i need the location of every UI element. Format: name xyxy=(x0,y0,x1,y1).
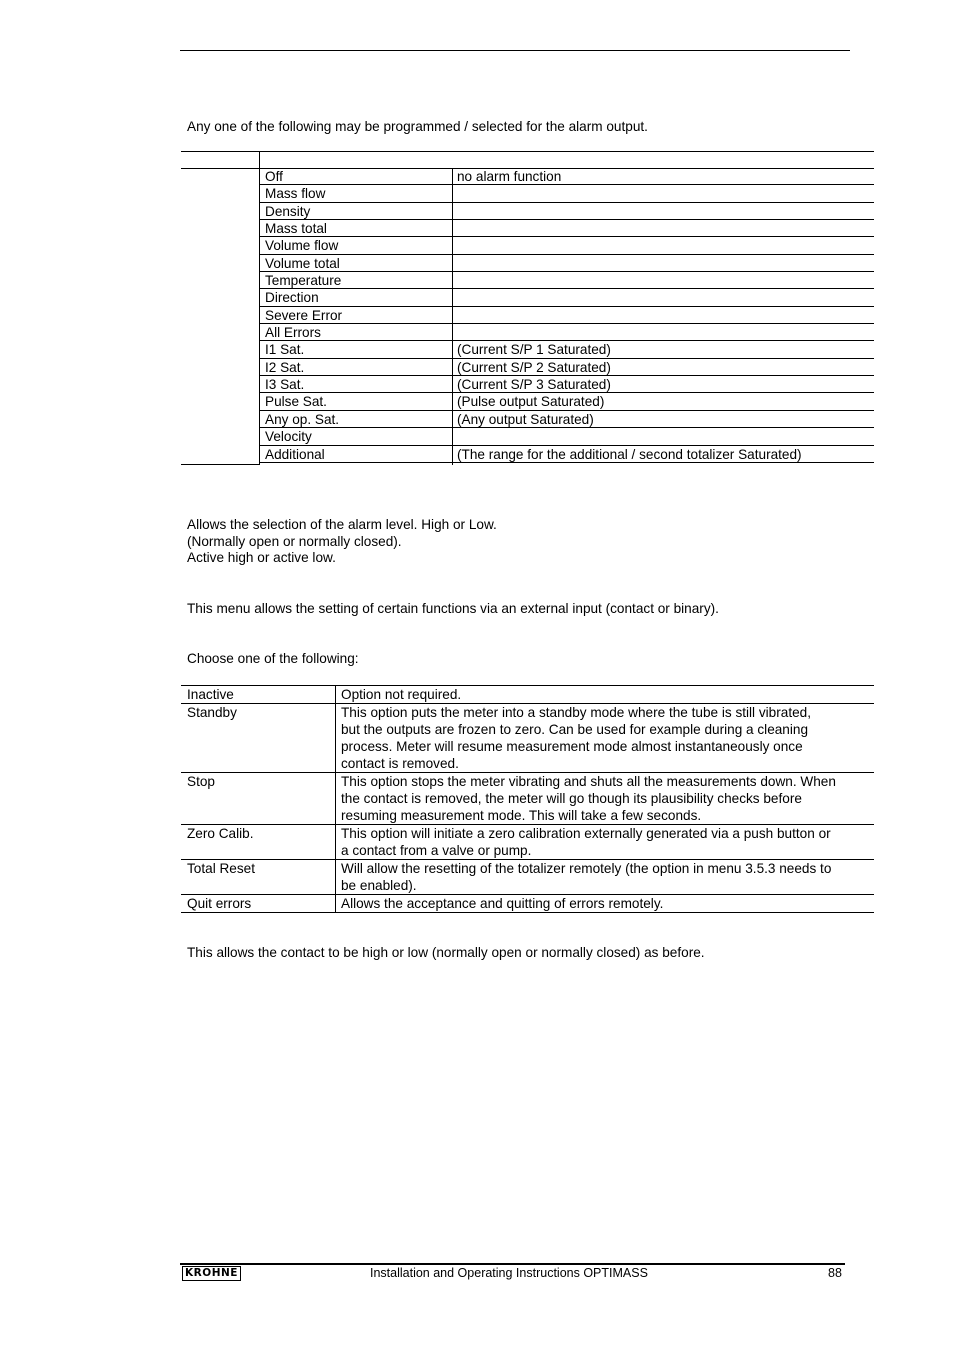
alarm-option-name: Mass flow xyxy=(265,186,326,202)
alarm-option-name: Density xyxy=(265,203,311,219)
alarm-option-name: I2 Sat. xyxy=(265,359,305,375)
alarm-option-name: I3 Sat. xyxy=(265,377,305,393)
description-line: This option will initiate a zero calibration externally generated via a push button or xyxy=(341,826,831,841)
table-row xyxy=(181,825,874,860)
alarm-option-name: All Errors xyxy=(265,325,321,341)
alarm-option-description: no alarm function xyxy=(457,169,562,184)
input-function-description xyxy=(341,704,871,772)
alarm-option-description: (Current S/P 2 Saturated) xyxy=(457,359,611,375)
alarm-option-description: (The range for the additional / second totalizer Saturated) xyxy=(457,446,802,462)
input-function-name: Stop xyxy=(187,774,215,789)
input-function-name: Inactive xyxy=(187,687,234,702)
input-function-description xyxy=(341,860,871,894)
table-row xyxy=(260,411,874,428)
alarm-option-name: Any op. Sat. xyxy=(265,411,340,427)
description-line: contact is removed. xyxy=(341,756,459,771)
header-rule xyxy=(180,50,850,51)
table-top-rule xyxy=(181,151,874,152)
column-divider xyxy=(335,773,336,824)
alarm-option-description: (Current S/P 1 Saturated) xyxy=(457,342,611,358)
alarm-option-description: (Pulse output Saturated) xyxy=(457,394,605,410)
alarm-option-name: Pulse Sat. xyxy=(265,394,327,410)
table-row xyxy=(181,686,874,704)
contact-level-text: This allows the contact to be high or low (normally open or normally closed) as before. xyxy=(187,945,705,960)
footer-title: Installation and Operating Instructions OPTIMASS xyxy=(370,1266,648,1280)
table-row xyxy=(260,220,874,237)
alarm-rows xyxy=(260,168,874,463)
table-row xyxy=(260,324,874,341)
column-divider xyxy=(335,686,336,703)
page-number: 88 xyxy=(828,1266,842,1280)
table-row xyxy=(260,428,874,445)
input-function-description xyxy=(341,825,871,859)
alarm-option-name: Severe Error xyxy=(265,307,343,323)
description-line: This option puts the meter into a standby mode where the tube is still vibrated, xyxy=(341,705,811,720)
input-function-name: Zero Calib. xyxy=(187,826,254,841)
choose-text: Choose one of the following: xyxy=(187,651,359,666)
table-row xyxy=(260,168,874,185)
alarm-options-table xyxy=(181,151,874,465)
description-line: Option not required. xyxy=(341,687,462,702)
alarm-option-name: Additional xyxy=(265,446,325,462)
table-row xyxy=(260,203,874,220)
table-row xyxy=(260,289,874,306)
table-row xyxy=(181,704,874,773)
alarm-option-name: Temperature xyxy=(265,273,342,289)
column-divider xyxy=(335,704,336,772)
table-row xyxy=(181,895,874,913)
alarm-level-line-1: Allows the selection of the alarm level. High or Low. xyxy=(187,517,497,532)
description-line: resuming measurement mode. This will take a few seconds. xyxy=(341,808,702,823)
description-line: process. Meter will resume measurement mode almost instantaneously once xyxy=(341,739,803,754)
table-row xyxy=(181,773,874,825)
table-row xyxy=(260,272,874,289)
table-row xyxy=(260,341,874,358)
input-function-description xyxy=(341,686,871,703)
table-row xyxy=(260,446,874,463)
input-functions-table xyxy=(181,685,874,913)
alarm-level-line-3: Active high or active low. xyxy=(187,550,336,565)
alarm-option-name: Velocity xyxy=(265,429,312,445)
column-divider xyxy=(335,825,336,859)
input-function-description xyxy=(341,895,871,912)
alarm-option-description: (Current S/P 3 Saturated) xyxy=(457,377,611,393)
alarm-option-name: Volume total xyxy=(265,255,340,271)
table-row xyxy=(260,255,874,272)
external-input-intro: This menu allows the setting of certain functions via an external input (contact or binary). xyxy=(187,601,719,616)
description-line: but the outputs are frozen to zero. Can be used for example during a cleaning xyxy=(341,722,809,737)
description-line: This option stops the meter vibrating and shuts all the measurements down. When xyxy=(341,774,836,789)
description-line: Allows the acceptance and quitting of errors remotely. xyxy=(341,896,664,911)
table-row xyxy=(181,860,874,895)
krohne-logo: KROHNE xyxy=(182,1266,241,1281)
alarm-option-name: Volume flow xyxy=(265,238,339,254)
input-function-description xyxy=(341,773,871,824)
column-divider xyxy=(335,860,336,894)
input-function-name: Standby xyxy=(187,705,237,720)
description-line: be enabled). xyxy=(341,878,417,893)
description-line: the contact is removed, the meter will go though its plausibility checks before xyxy=(341,791,802,806)
table-row xyxy=(260,237,874,254)
alarm-option-description: (Any output Saturated) xyxy=(457,411,594,427)
table-row xyxy=(260,307,874,324)
alarm-option-name: Direction xyxy=(265,290,319,306)
alarm-option-name: Off xyxy=(265,169,283,184)
table-row xyxy=(260,185,874,202)
table-bottom-rule xyxy=(181,464,260,465)
alarm-option-name: Mass total xyxy=(265,221,327,237)
alarm-level-line-2: (Normally open or normally closed). xyxy=(187,534,402,549)
table-row xyxy=(260,359,874,376)
description-line: Will allow the resetting of the totalizer remotely (the option in menu 3.5.3 needs to xyxy=(341,861,832,876)
description-line: a contact from a valve or pump. xyxy=(341,843,532,858)
input-function-name: Total Reset xyxy=(187,861,256,876)
table-row xyxy=(260,376,874,393)
table-row xyxy=(260,393,874,410)
input-function-name: Quit errors xyxy=(187,896,252,911)
column-divider xyxy=(335,895,336,912)
alarm-intro-text: Any one of the following may be programmed / selected for the alarm output. xyxy=(187,119,648,134)
alarm-option-name: I1 Sat. xyxy=(265,342,305,358)
